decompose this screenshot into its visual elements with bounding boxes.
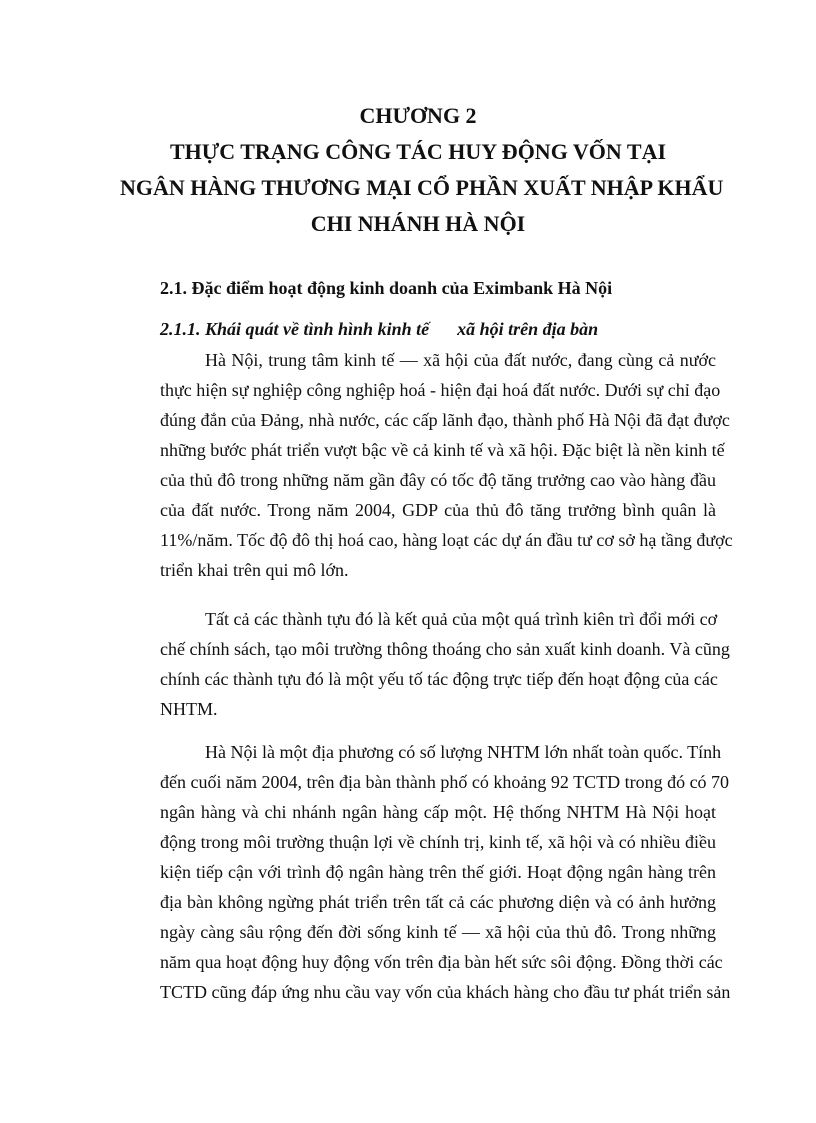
paragraph-line: Hà Nội là một địa phương có số lượng NHTM lớn nhất toàn quốc. Tính bbox=[205, 742, 722, 762]
paragraph-line: năm qua hoạt động huy động vốn trên địa bàn hết sức sôi động. Đồng thời các bbox=[160, 952, 723, 972]
subsection-heading bbox=[160, 317, 598, 341]
subsection-heading-part-1: 2.1.1. Khái quát về tình hình kinh tế bbox=[160, 319, 430, 339]
chapter-title-line-1: THỰC TRẠNG CÔNG TÁC HUY ĐỘNG VỐN TẠI bbox=[169, 139, 667, 164]
paragraph-line: đến cuối năm 2004, trên địa bàn thành phố có khoảng 92 TCTD trong đó có 70 bbox=[160, 772, 730, 792]
paragraph-line: triển khai trên qui mô lớn. bbox=[160, 560, 349, 580]
paragraph-3 bbox=[160, 737, 731, 1007]
paragraph-line: chế chính sách, tạo môi trường thông thoáng cho sản xuất kinh doanh. Và cũng bbox=[160, 639, 730, 659]
paragraph-line: NHTM. bbox=[160, 699, 218, 719]
section-heading: 2.1. Đặc điểm hoạt động kinh doanh của Eximbank Hà Nội bbox=[160, 278, 613, 298]
paragraph-line: động trong môi trường thuận lợi về chính trị, kinh tế, xã hội và có nhiều điều bbox=[160, 832, 716, 852]
paragraph-line: thực hiện sự nghiệp công nghiệp hoá - hiện đại hoá đất nước. Dưới sự chỉ đạo bbox=[160, 380, 721, 400]
paragraph-line: Hà Nội, trung tâm kinh tế — xã hội của đất nước, đang cùng cả nước bbox=[205, 350, 716, 370]
paragraph-2 bbox=[160, 604, 730, 724]
paragraph-line: ngân hàng và chi nhánh ngân hàng cấp một. Hệ thống NHTM Hà Nội hoạt bbox=[160, 802, 716, 822]
paragraph-line: những bước phát triển vượt bậc về cả kinh tế và xã hội. Đặc biệt là nền kinh tế bbox=[160, 440, 725, 460]
chapter-title-line-3: CHI NHÁNH HÀ NỘI bbox=[310, 211, 526, 236]
paragraph-line: chính các thành tựu đó là một yếu tố tác động trực tiếp đến hoạt động của các bbox=[160, 669, 718, 689]
paragraph-1 bbox=[160, 345, 733, 585]
paragraph-line: của đất nước. Trong năm 2004, GDP của thủ đô tăng trưởng bình quân là bbox=[160, 500, 716, 520]
paragraph-line: Tất cả các thành tựu đó là kết quả của một quá trình kiên trì đổi mới cơ bbox=[205, 609, 718, 629]
paragraph-line: của thủ đô trong những năm gần đây có tốc độ tăng trưởng cao vào hàng đầu bbox=[160, 470, 716, 490]
chapter-number: CHƯƠNG 2 bbox=[359, 103, 477, 128]
paragraph-line: 11%/năm. Tốc độ đô thị hoá cao, hàng loạt các dự án đầu tư cơ sở hạ tầng được bbox=[160, 530, 733, 550]
paragraph-line: địa bàn không ngừng phát triển trên tất cả các phương diện và có ảnh hưởng bbox=[160, 892, 716, 912]
paragraph-line: TCTD cũng đáp ứng nhu cầu vay vốn của khách hàng cho đầu tư phát triển sản bbox=[160, 982, 731, 1002]
subsection-heading-part-2: xã hội trên địa bàn bbox=[457, 319, 599, 339]
paragraph-line: đúng đắn của Đảng, nhà nước, các cấp lãnh đạo, thành phố Hà Nội đã đạt được bbox=[160, 410, 730, 430]
chapter-title-line-2: NGÂN HÀNG THƯƠNG MẠI CỔ PHẦN XUẤT NHẬP KHẨU bbox=[120, 175, 724, 200]
paragraph-line: ngày càng sâu rộng đến đời sống kinh tế — xã hội của thủ đô. Trong những bbox=[160, 922, 716, 942]
paragraph-line: kiện tiếp cận với trình độ ngân hàng trên thế giới. Hoạt động ngân hàng trên bbox=[160, 862, 716, 882]
